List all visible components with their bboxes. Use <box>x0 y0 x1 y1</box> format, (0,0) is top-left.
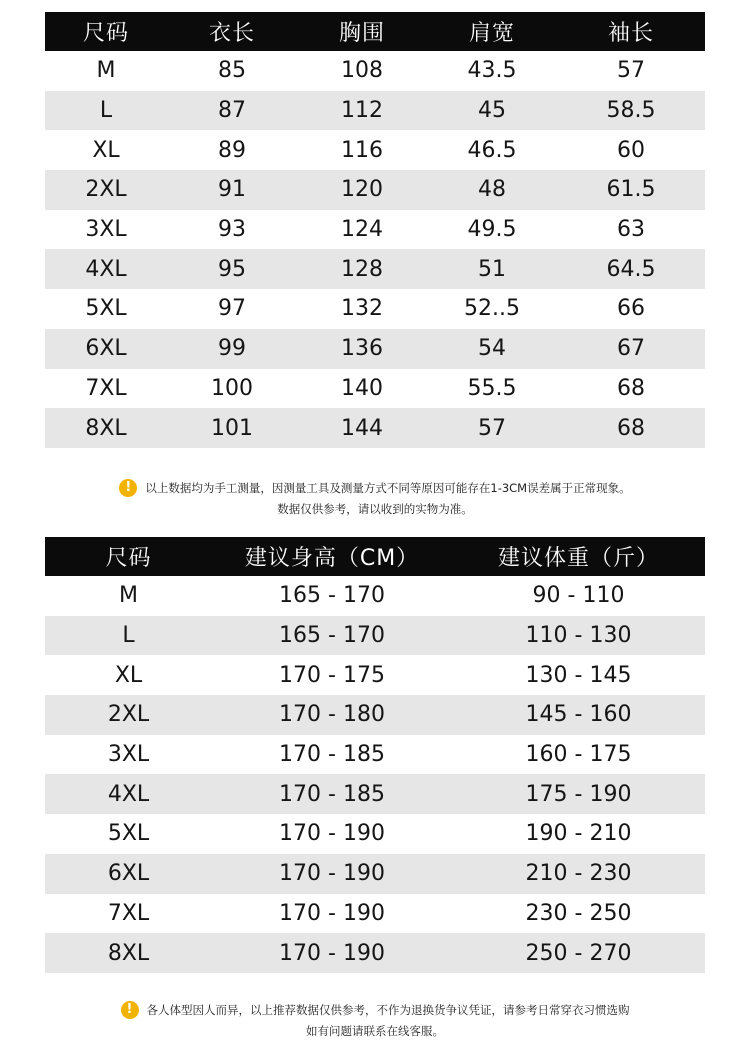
shoulder-cell: 46.5 <box>467 137 517 163</box>
shoulder-cell: 45 <box>427 91 557 131</box>
length-cell: 91 <box>167 170 297 210</box>
recommendation-note <box>0 1000 750 1042</box>
size-cell: 7XL <box>85 375 127 401</box>
column-header-size: 尺码 <box>45 12 167 51</box>
chest-cell: 124 <box>341 217 383 243</box>
column-header-chest: 胸围 <box>297 12 427 51</box>
size-chart-row <box>45 289 705 329</box>
recommendation-note-line-1: 各人体型因人而异，以上推荐数据仅供参考，不作为退换货争议凭证，请参考日常穿衣习惯选购 <box>146 1003 630 1017</box>
column-header-sleeve: 袖长 <box>557 12 705 51</box>
recommendation-row <box>45 933 705 973</box>
size-cell: 3XL <box>85 217 127 243</box>
length-cell: 85 <box>218 58 246 84</box>
shoulder-cell: 48 <box>427 170 557 210</box>
recommendation-note-line-2: 如有问题请联系在线客服。 <box>306 1024 444 1038</box>
size-chart-row <box>45 329 705 369</box>
recommendation-table <box>45 537 705 973</box>
warning-icon: ! <box>121 1001 139 1019</box>
size-chart-table <box>45 12 705 448</box>
size-chart-row <box>45 249 705 289</box>
size-chart-row <box>45 130 705 170</box>
length-cell: 95 <box>167 249 297 289</box>
column-header-shoulder: 肩宽 <box>427 12 557 51</box>
measurement-note-line-2: 数据仅供参考，请以收到的实物为准。 <box>277 502 473 516</box>
shoulder-cell: 49.5 <box>467 217 517 243</box>
size-cell: L <box>45 91 167 131</box>
weight-cell: 145 - 160 <box>452 695 705 735</box>
chest-cell: 136 <box>297 329 427 369</box>
size-cell: 8XL <box>45 933 212 973</box>
length-cell: 87 <box>167 91 297 131</box>
height-cell: 170 - 190 <box>212 933 452 973</box>
chest-cell: 132 <box>341 296 383 322</box>
weight-cell: 250 - 270 <box>452 933 705 973</box>
sleeve-cell: 57 <box>617 58 645 84</box>
warning-icon: ! <box>119 479 137 497</box>
shoulder-cell: 55.5 <box>467 375 517 401</box>
sleeve-cell: 68 <box>557 408 705 448</box>
size-chart-row <box>45 170 705 210</box>
size-cell: 3XL <box>107 742 150 768</box>
recommendation-row <box>45 854 705 894</box>
sleeve-cell: 68 <box>617 375 645 401</box>
size-chart-row <box>45 91 705 131</box>
length-cell: 93 <box>218 217 246 243</box>
shoulder-cell: 51 <box>427 249 557 289</box>
height-cell: 170 - 190 <box>279 821 385 847</box>
column-header-size: 尺码 <box>45 537 212 576</box>
length-cell: 89 <box>218 137 246 163</box>
height-cell: 170 - 190 <box>212 854 452 894</box>
recommendation-row <box>45 735 705 775</box>
sleeve-cell: 67 <box>557 329 705 369</box>
size-chart-row <box>45 369 705 409</box>
length-cell: 97 <box>218 296 246 322</box>
size-cell: 6XL <box>45 854 212 894</box>
weight-cell: 190 - 210 <box>525 821 632 847</box>
sleeve-cell: 66 <box>617 296 645 322</box>
shoulder-cell: 52..5 <box>464 296 520 322</box>
length-cell: 100 <box>211 375 253 401</box>
column-header-weight: 建议体重（斤） <box>452 537 705 576</box>
size-cell: L <box>45 616 212 656</box>
height-cell: 170 - 175 <box>279 662 385 688</box>
sleeve-cell: 63 <box>617 217 645 243</box>
weight-cell: 110 - 130 <box>452 616 705 656</box>
weight-cell: 90 - 110 <box>532 583 625 609</box>
recommendation-body <box>45 576 705 973</box>
size-cell: 5XL <box>85 296 127 322</box>
shoulder-cell: 43.5 <box>467 58 517 84</box>
size-cell: 4XL <box>45 774 212 814</box>
size-chart-row <box>45 51 705 91</box>
recommendation-row <box>45 774 705 814</box>
size-cell: XL <box>92 137 120 163</box>
recommendation-row <box>45 616 705 656</box>
shoulder-cell: 54 <box>427 329 557 369</box>
sleeve-cell: 64.5 <box>557 249 705 289</box>
measurement-note <box>0 478 750 520</box>
chest-cell: 116 <box>341 137 383 163</box>
weight-cell: 210 - 230 <box>452 854 705 894</box>
size-chart-body <box>45 51 705 448</box>
recommendation-row <box>45 695 705 735</box>
chest-cell: 140 <box>341 375 383 401</box>
height-cell: 170 - 185 <box>279 742 385 768</box>
size-cell: 8XL <box>45 408 167 448</box>
size-cell: 6XL <box>45 329 167 369</box>
recommendation-row <box>45 894 705 934</box>
size-cell: M <box>96 58 116 84</box>
height-cell: 170 - 180 <box>212 695 452 735</box>
sleeve-cell: 60 <box>617 137 645 163</box>
sleeve-cell: 61.5 <box>557 170 705 210</box>
recommendation-row <box>45 814 705 854</box>
size-cell: M <box>119 583 138 609</box>
length-cell: 101 <box>167 408 297 448</box>
weight-cell: 130 - 145 <box>525 662 632 688</box>
measurement-note-line-1: 以上数据均为手工测量，因测量工具及测量方式不同等原因可能存在1-3CM误差属于正常现象。 <box>145 481 631 495</box>
recommendation-row <box>45 655 705 695</box>
weight-cell: 175 - 190 <box>452 774 705 814</box>
size-cell: 4XL <box>45 249 167 289</box>
column-header-length: 衣长 <box>167 12 297 51</box>
size-cell: 2XL <box>45 695 212 735</box>
chest-cell: 144 <box>297 408 427 448</box>
length-cell: 99 <box>167 329 297 369</box>
chest-cell: 112 <box>297 91 427 131</box>
shoulder-cell: 57 <box>427 408 557 448</box>
height-cell: 165 - 170 <box>279 583 385 609</box>
height-cell: 165 - 170 <box>212 616 452 656</box>
chest-cell: 128 <box>297 249 427 289</box>
recommendation-header-row <box>45 537 705 576</box>
column-header-height: 建议身高（CM） <box>212 537 452 576</box>
size-cell: 2XL <box>45 170 167 210</box>
height-cell: 170 - 190 <box>279 900 385 926</box>
weight-cell: 230 - 250 <box>525 900 632 926</box>
weight-cell: 160 - 175 <box>525 742 632 768</box>
sleeve-cell: 58.5 <box>557 91 705 131</box>
size-chart-row <box>45 210 705 250</box>
size-chart-header-row <box>45 12 705 51</box>
recommendation-row <box>45 576 705 616</box>
size-cell: 5XL <box>107 821 150 847</box>
height-cell: 170 - 185 <box>212 774 452 814</box>
size-chart-row <box>45 408 705 448</box>
chest-cell: 120 <box>297 170 427 210</box>
chest-cell: 108 <box>341 58 383 84</box>
size-cell: XL <box>114 662 143 688</box>
size-cell: 7XL <box>107 900 150 926</box>
